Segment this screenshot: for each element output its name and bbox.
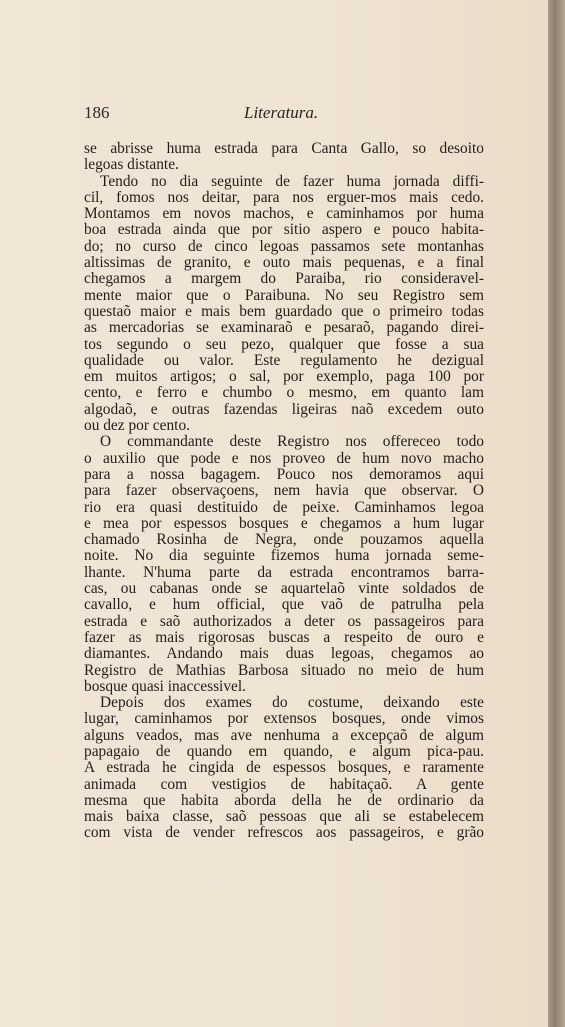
text-line: lhante. N'huma parte da estrada encontramos barra- xyxy=(84,563,484,581)
text-line: cil, fomos nos deitar, para nos erguer-mos mais cedo. xyxy=(84,188,484,206)
text-line: as mercadorias se examinaraõ e pesaraõ, pagando direi- xyxy=(84,319,484,337)
text-line: lugar, caminhamos por extensos bosques, onde vimos xyxy=(84,710,484,728)
text-line: Montamos em novos machos, e caminhamos por huma xyxy=(84,205,484,223)
text-line: mesma que habita aborda della he de ordinario da xyxy=(84,791,484,809)
text-line: qualidade ou valor. Este regulamento he dezigual xyxy=(84,351,484,369)
page-header xyxy=(84,103,484,125)
text-line: rio era quasi destituido de peixe. Caminhamos legoa xyxy=(84,498,484,516)
text-line: o auxilio que pode e nos proveo de hum novo macho xyxy=(84,449,484,467)
text-line: papagaio de quando em quando, e algum pica-pau. xyxy=(84,742,484,760)
text-line: legoas distante. xyxy=(84,156,179,174)
text-line: para a nossa bagagem. Pouco nos demoramos aqui xyxy=(84,465,484,483)
text-line: mais baixa classe, saõ pessoas que ali se estabelecem xyxy=(84,808,484,826)
text-line: cas, ou cabanas onde se aquartelaõ vinte soldados de xyxy=(84,580,484,598)
text-line: Depois dos exames do costume, deixando este xyxy=(100,694,484,712)
text-line: questaõ maior e mais bem guardado que o primeiro todas xyxy=(84,302,484,320)
body-text xyxy=(84,141,484,842)
text-line: Registro de Mathias Barbosa situado no meio de hum xyxy=(84,661,484,679)
text-line: Tendo no dia seguinte de fazer huma jornada diffi- xyxy=(100,172,484,190)
text-line: diamantes. Andando mais duas legoas, chegamos ao xyxy=(84,645,484,663)
text-line: do; no curso de cinco legoas passamos sete montanhas xyxy=(84,237,484,255)
text-line: e mea por espessos bosques e chegamos a hum lugar xyxy=(84,514,484,532)
text-line: com vista de vender refrescos aos passageiros, e grão xyxy=(84,824,484,842)
page-edge xyxy=(548,0,565,1027)
text-line: algodaõ, e outras fazendas ligeiras naõ excedem outo xyxy=(84,400,484,418)
text-line: chamado Rosinha de Negra, onde pouzamos aquella xyxy=(84,531,484,549)
text-line: fazer as mais rigorosas buscas a respeito de ouro e xyxy=(84,628,484,646)
text-line: mente maior que o Paraibuna. No seu Registro sem xyxy=(84,286,484,304)
text-line: cento, e ferro e chumbo o mesmo, em quanto lam xyxy=(84,384,484,402)
text-line: se abrisse huma estrada para Canta Gallo, so desoito xyxy=(84,140,484,157)
text-line: O commandante deste Registro nos offereceo todo xyxy=(100,433,484,451)
text-line: animada com vestigios de habitaçaõ. A gente xyxy=(84,775,484,793)
text-line: bosque quasi inaccessivel. xyxy=(84,677,246,695)
text-line: ou dez por cento. xyxy=(84,417,190,435)
text-line: chegamos a margem do Paraiba, rio consideravel- xyxy=(84,270,484,288)
text-line: tos segundo o seu pezo, qualquer que fosse a sua xyxy=(84,335,484,353)
text-line: cavallo, e hum official, que vaõ de patrulha pela xyxy=(84,596,484,614)
text-line: estrada e saõ authorizados a deter os passageiros para xyxy=(84,612,484,630)
text-line: em muitos artigos; o sal, por exemplo, paga 100 por xyxy=(84,368,484,386)
text-line: boa estrada ainda que por sitio aspero e pouco habita- xyxy=(84,221,484,239)
text-line: A estrada he cingida de espessos bosques, e raramente xyxy=(84,759,484,777)
text-line: alguns veados, mas ave nenhuma a excepçaõ de algum xyxy=(84,726,484,744)
running-head: Literatura. xyxy=(244,103,319,122)
page-number: 186 xyxy=(84,103,110,122)
text-line: noite. No dia seguinte fizemos huma jornada seme- xyxy=(84,547,484,565)
text-line: altissimas de granito, e outo mais pequenas, e a final xyxy=(84,254,484,272)
text-line: para fazer observaçoens, nem havia que observar. O xyxy=(84,482,484,500)
